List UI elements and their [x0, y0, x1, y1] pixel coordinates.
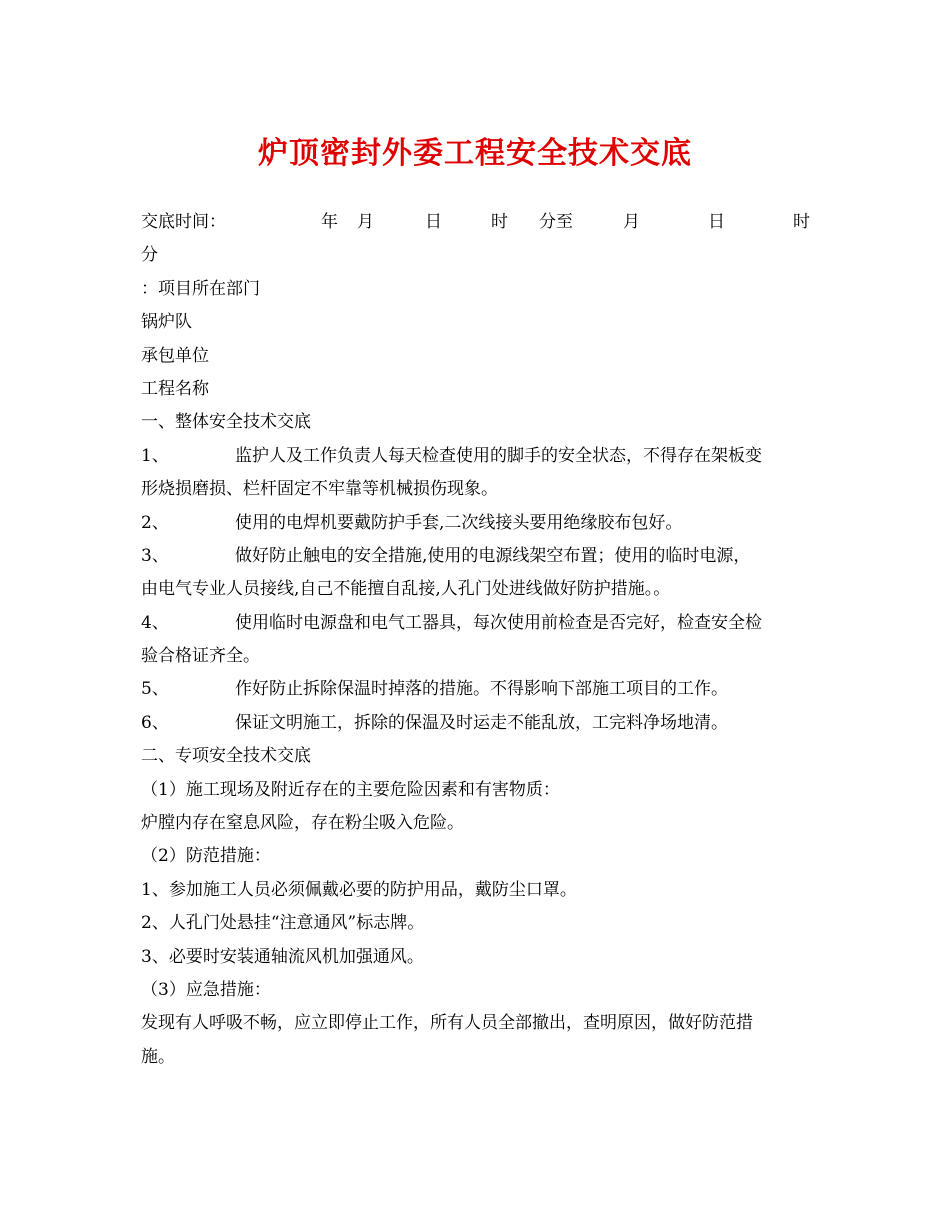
handover-time-row [141, 206, 811, 239]
emergency-text: 发现有人呼吸不畅，应立即停止工作，所有人员全部撤出，查明原因，做好防范措 [141, 1013, 753, 1034]
item-text: 保证文明施工，拆除的保温及时运走不能乱放，工完料净场地清。 [235, 712, 728, 733]
item-number: 6、 [141, 712, 169, 733]
item-text-continued: 由电气专业人员接线,自己不能擅自乱接,人孔门处进线做好防护措施。。 [141, 579, 671, 600]
section2-heading: 二、专项安全技术交底 [141, 746, 311, 767]
time-day2-label: 日 [708, 212, 725, 232]
document-title: 炉顶密封外委工程安全技术交底 [258, 136, 692, 171]
item-number: 2、 [141, 512, 169, 533]
emergency-text-continued: 施。 [141, 1046, 175, 1067]
item-text-continued: 形烧损磨损、栏杆固定不牢靠等机械损伤现象。 [141, 479, 498, 500]
item-number: 3、 [141, 545, 169, 566]
list-item [141, 440, 811, 507]
time-month-label: 月 [357, 212, 374, 232]
list-item [141, 607, 811, 674]
time-minute2-label: 分 [141, 245, 158, 266]
measure-item: 3、必要时安装通轴流风机加强通风。 [141, 946, 424, 967]
list-item [141, 673, 811, 706]
measure-item: 2、人孔门处悬挂“注意通风”标志牌。 [141, 913, 425, 934]
item-text: 监护人及工作负责人每天检查使用的脚手的安全状态，不得存在架板变 [235, 445, 762, 466]
contractor-field: 承包单位 [141, 345, 209, 366]
measures-heading: （2）防范措施： [141, 846, 271, 867]
emergency-heading: （3）应急措施： [141, 979, 271, 1000]
project-name-field: 工程名称 [141, 378, 209, 399]
measure-item: 1、参加施工人员必须佩戴必要的防护用品，戴防尘口罩。 [141, 879, 577, 900]
item-text: 做好防止触电的安全措施,使用的电源线架空布置；使用的临时电源， [235, 545, 751, 566]
time-day-label: 日 [425, 212, 442, 232]
time-month2-label: 月 [623, 212, 640, 232]
item-text: 使用临时电源盘和电气工器具，每次使用前检查是否完好，检查安全检 [235, 612, 762, 633]
handover-time-label: 交底时间： [141, 212, 226, 232]
time-hour2-label: 时 [793, 212, 810, 232]
item-number: 5、 [141, 679, 169, 700]
time-year-label: 年 [321, 212, 338, 232]
list-item [141, 507, 811, 540]
list-item [141, 707, 811, 740]
time-minute-to-label: 分至 [539, 212, 573, 232]
item-number: 1、 [141, 445, 169, 466]
section1-heading: 一、整体安全技术交底 [141, 412, 311, 433]
list-item [141, 540, 811, 607]
item-text-continued: 验合格证齐全。 [141, 646, 260, 667]
hazards-heading: （1）施工现场及附近存在的主要危险因素和有害物质： [141, 779, 560, 800]
team-field: 锅炉队 [141, 312, 192, 333]
item-text: 作好防止拆除保温时掉落的措施。不得影响下部施工项目的工作。 [235, 679, 728, 700]
document-body [141, 206, 811, 1074]
item-text: 使用的电焊机要戴防护手套,二次线接头要用绝缘胶布包好。 [235, 512, 683, 533]
item-number: 4、 [141, 612, 169, 633]
hazards-text: 炉膛内存在窒息风险，存在粉尘吸入危险。 [141, 813, 464, 834]
time-hour-label: 时 [491, 212, 508, 232]
department-field: ：项目所在部门 [141, 278, 260, 299]
